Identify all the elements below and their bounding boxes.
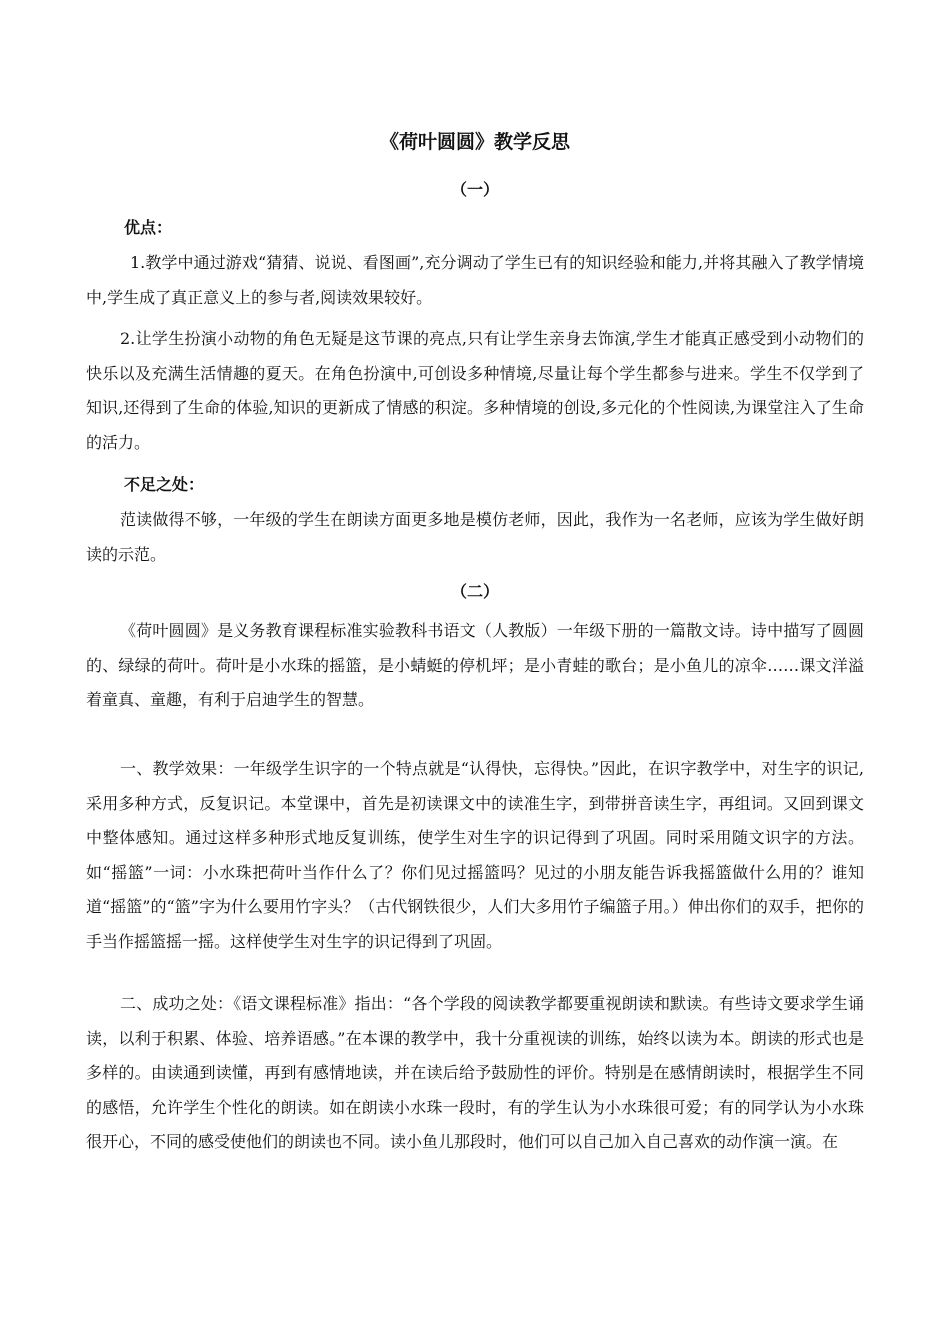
shortcomings-paragraph: 范读做得不够，一年级的学生在朗读方面更多地是模仿老师，因此，我作为一名老师，应该为学生做好朗读的示范。 (86, 510, 864, 564)
advantage-paragraph-2: 2.让学生扮演小动物的角色无疑是这节课的亮点,只有让学生亲身去饰演,学生才能真正感受到小动物们的快乐以及充满生活情趣的夏天。在角色扮演中,可创设多种情境,尽量让每个学生都参与进来。学生不仅学到了知识,还得到了生命的体验,知识的更新成了情感的积淀。多种情境的创设,多元化的个性阅读,为课堂注入了生命的活力。 (86, 329, 864, 452)
section-heading-1: （一） (450, 180, 499, 199)
shortcomings-label: 不足之处： (124, 475, 205, 494)
advantage-paragraph-1: 1.教学中通过游戏“猜猜、说说、看图画”,充分调动了学生已有的知识经验和能力,并将其融入了教学情境中,学生成了真正意义上的参与者,阅读效果较好。 (86, 253, 864, 307)
intro-paragraph: 《荷叶圆圆》是义务教育课程标准实验教科书语文（人教版）一年级下册的一篇散文诗。诗中描写了圆圆的、绿绿的荷叶。荷叶是小水珠的摇篮，是小蜻蜓的停机坪；是小青蛙的歌台；是小鱼儿的凉伞……课文洋溢着童真、童趣，有利于启迪学生的智慧。 (86, 621, 864, 709)
advantages-label: 优点： (124, 218, 173, 237)
success-paragraph: 二、成功之处：《语文课程标准》指出：“各个学段的阅读教学都要重视朗读和默读。有些诗文要求学生诵读，以利于积累、体验、培养语感。”在本课的教学中，我十分重视读的训练，始终以读为本。朗读的形式也是多样的。由读通到读懂，再到有感情地读，并在读后给予鼓励性的评价。特别是在感情朗读时，根据学生不同的感悟，允许学生个性化的朗读。如在朗读小水珠一段时，有的学生认为小水珠很可爱；有的同学认为小水珠很开心，不同的感受使他们的朗读也不同。读小鱼儿那段时，他们可以自己加入自己喜欢的动作演一演。在 (86, 994, 864, 1151)
section-heading-2: （二） (450, 582, 499, 601)
effect-paragraph: 一、教学效果：一年级学生识字的一个特点就是“认得快，忘得快。”因此，在识字教学中，对生字的识记,采用多种方式，反复识记。本堂课中，首先是初读课文中的读准生字，到带拼音读生字，再组词。又回到课文中整体感知。通过这样多种形式地反复训练，使学生对生字的识记得到了巩固。同时采用随文识字的方法。如“摇篮”一词：小水珠把荷叶当作什么了？你们见过摇篮吗？见过的小朋友能告诉我摇篮做什么用的？谁知道“摇篮”的“篮”字为什么要用竹字头？（古代钢铁很少，人们大多用竹子编篮子用。）伸出你们的双手，把你的手当作摇篮摇一摇。这样使学生对生字的识记得到了巩固。 (86, 759, 864, 951)
document-title: 《荷叶圆圆》教学反思 (379, 131, 570, 153)
